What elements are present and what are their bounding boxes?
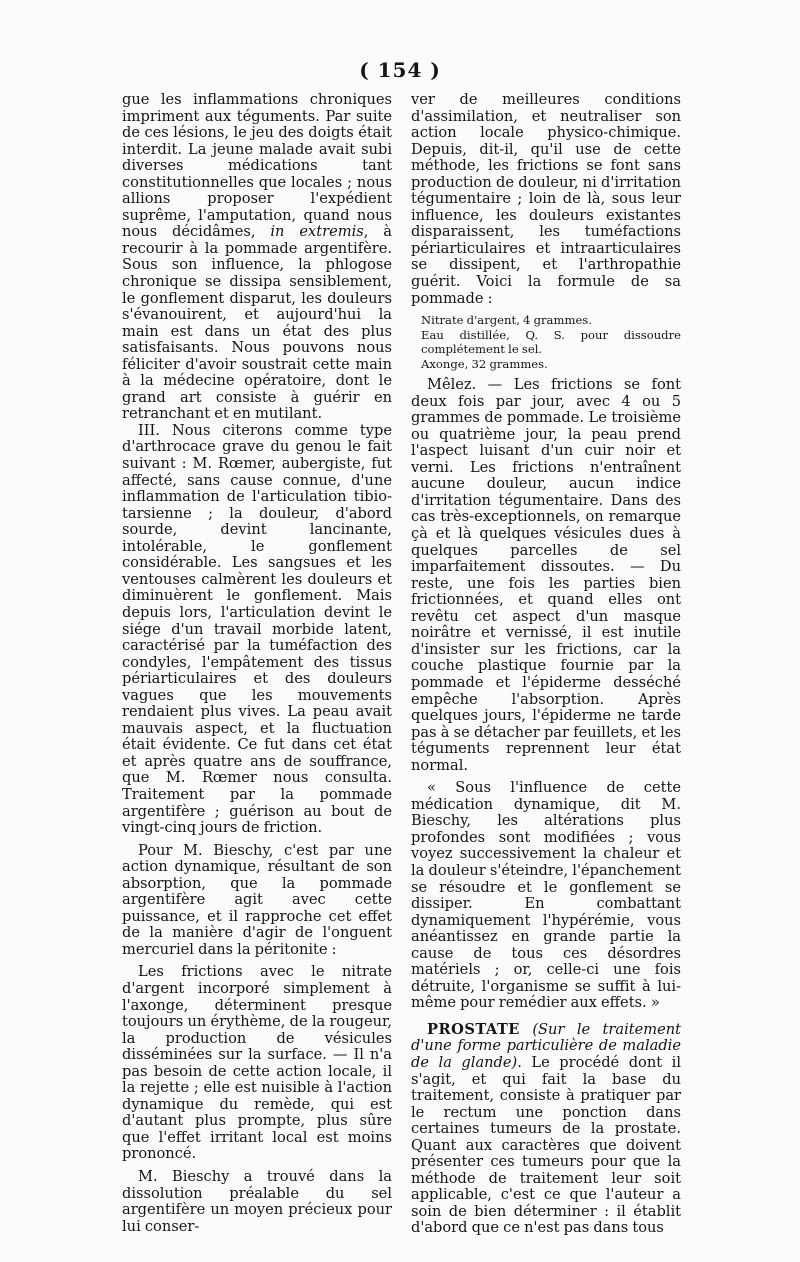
prostate-subtitle: (Sur le traitement d'une forme particulière de maladie de la glande). <box>411 1020 681 1071</box>
paragraph-left-3: Pour M. Bieschy, c'est par une action dynamique, résultant de son absorption, que la pommade argentifère agit avec cette puissance, et il rapproche cet effet de la manière d'agir de l'onguent mercuriel dans la péritonite : <box>122 841 392 958</box>
paragraph-left-2: III. Nous citerons comme type d'arthrocace grave du genou le fait suivant : M. Rœmer, aubergiste, fut affecté, sans cause connue, d'une inflammation de l'articulation tibio-tarsienne ; la douleur, d'abord sourde, devint lancinante, intolérable, le gonflement considérable. Les sangsues et les ventouses calmèrent les douleurs et diminuèrent le gonflement. Mais depuis lors, l'articulation devint le siége d'un travail morbide latent, caractérisé par la tuméfaction des condyles, l'empâtement des tissus périarticulaires et des douleurs vagues que les mouvements rendaient plus vives. La peau avait mauvais aspect, et la fluctuation était évidente. Ce fut dans cet état et après quatre ans de souffrance, que M. Rœmer nous consulta. Traitement par la pommade argentifère ; guérison au bout de vingt-cinq jours de friction. <box>122 421 392 837</box>
paragraph-right-1: ver de meilleures conditions d'assimilation, et neutraliser son action locale physico-chimique. Depuis, dit-il, qu'il use de cette méthode, les frictions se font sans production de douleur, ni d'irritation tégumentaire ; loin de là, sous leur influence, les douleurs existantes disparaissent, les tuméfactions périarticulaires et intraarticulaires se dissipent, et l'arthropathie guérit. Voici la formule de sa pommade : <box>411 91 681 307</box>
prostate-body: Le procédé dont il s'agit, et qui fait la base du traitement, consiste à pratiquer par le rectum une ponction dans certaines tumeurs de la prostate. Quant aux caractères que doivent présenter ces tumeurs pour que la méthode de traitement leur soit applicable, c'est ce que l'auteur a soin de bien déterminer : il établit d'abord que ce n'est pas dans tous <box>411 1053 681 1237</box>
left-column <box>122 92 392 1235</box>
paragraph-left-1: gue les inflammations chroniques impriment aux téguments. Par suite de ces lésions, le jeu des doigts était interdit. La jeune malade avait subi diverses médications tant constitutionnelles que locales ; nous allions proposer l'expédient suprême, l'amputation, quand nous nous décidâmes, in extremis, à recourir à la pommade argentifère. Sous son influence, la phlogose chronique se dissipa sensiblement, le gonflement disparut, les douleurs s'évanouirent, et aujourd'hui la main est dans un état des plus satisfaisants. Nous pouvons nous féliciter d'avoir soustrait cette main à la médecine opératoire, dont le grand art consiste à guérir en retranchant et en mutilant. <box>122 91 392 423</box>
formula-line-3: Axonge, 32 grammes. <box>421 357 548 372</box>
prostate-heading: PROSTATE <box>427 1020 520 1038</box>
formula-line-2: Eau distillée, Q. S. pour dissoudre complétement le sel. <box>421 328 681 357</box>
right-column <box>411 92 681 1237</box>
paragraph-prostate <box>411 1022 681 1237</box>
formula-line-1: Nitrate d'argent, 4 grammes. <box>421 313 592 328</box>
page-number: ( 154 ) <box>359 58 441 82</box>
paragraph-right-3: « Sous l'influence de cette médication dynamique, dit M. Bieschy, les altérations plus profondes sont modifiées ; vous voyez successivement la chaleur et la douleur s'éteindre, l'épanchement se résoudre et le gonflement se dissiper. En combattant dynamiquement l'hypérémie, vous anéantissez en grande partie la cause de tous ces désordres matériels ; or, celle-ci une fois détruite, l'organisme se suffit à lui-même pour remédier aux effets. » <box>411 779 681 1012</box>
paragraph-left-5: M. Bieschy a trouvé dans la dissolution préalable du sel argentifère un moyen précieux pour lui conser- <box>122 1168 392 1235</box>
pommade-formula <box>411 313 681 371</box>
italic-phrase: in extremis <box>270 223 364 241</box>
paragraph-left-4: Les frictions avec le nitrate d'argent incorporé simplement à l'axonge, déterminent presque toujours un érythème, de la rougeur, la production de vésicules disséminées sur la surface. — Il n'a pas besoin de cette action locale, il la rejette ; elle est nuisible à l'action dynamique du remède, qui est d'autant plus prompte, plus sûre que l'effet irritant local est moins prononcé. <box>122 963 392 1163</box>
paragraph-right-2: Mêlez. — Les frictions se font deux fois par jour, avec 4 ou 5 grammes de pommade. Le troisième ou quatrième jour, la peau prend l'aspect luisant d'un cuir noir et verni. Les frictions n'entraînent aucune douleur, aucun indice d'irritation tégumentaire. Dans des cas très-exceptionnels, on remarque çà et là quelques vésicules dues à quelques parcelles de sel imparfaitement dissoutes. — Du reste, une fois les parties bien frictionnées, et quand elles ont revêtu cet aspect d'un masque noirâtre et vernissé, il est inutile d'insister sur les frictions, car la couche plastique fournie par la pommade et l'épiderme desséché empêche l'absorption. Après quelques jours, l'épiderme ne tarde pas à se détacher par feuillets, et les téguments reprennent leur état normal. <box>411 376 681 774</box>
